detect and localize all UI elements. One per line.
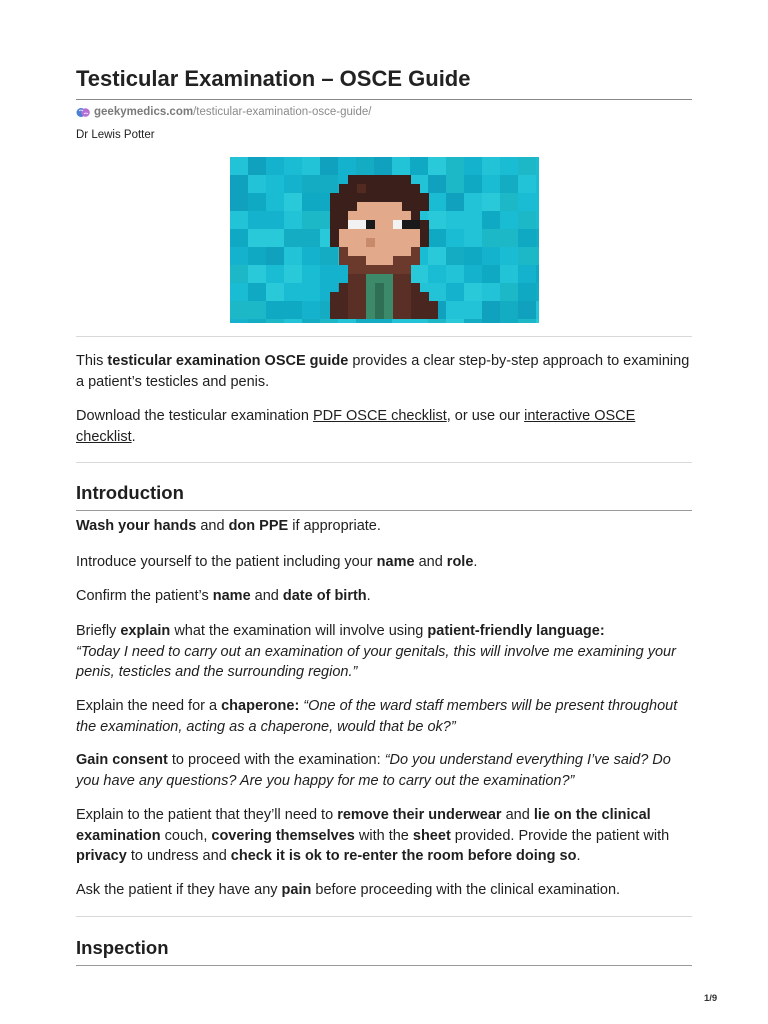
source-domain: geekymedics.com xyxy=(94,106,194,118)
page-title: Testicular Examination – OSCE Guide xyxy=(76,66,471,91)
source-path: /testicular-examination-osce-guide/ xyxy=(193,106,372,118)
introduction-paragraph-1: Wash your hands and don PPE if appropriate. xyxy=(76,518,381,534)
introduction-paragraph-8: Ask the patient if they have any pain before proceeding with the clinical examination. xyxy=(76,882,621,898)
interactive-checklist-link[interactable]: interactive OSCE checklist xyxy=(76,408,636,445)
introduction-paragraph-2: Introduce yourself to the patient including your name and role. xyxy=(76,554,478,570)
introduction-paragraph-3: Confirm the patient’s name and date of birth. xyxy=(76,588,371,604)
pdf-checklist-link[interactable]: PDF OSCE checklist xyxy=(312,408,447,424)
title-divider xyxy=(76,99,692,100)
divider xyxy=(76,916,692,917)
hero-image xyxy=(230,157,539,323)
intro-paragraph-2: Download the testicular examination PDF OSCE checklist, or use our interactive OSCE checklist. xyxy=(76,408,636,445)
divider xyxy=(76,336,692,337)
section-heading-inspection: Inspection xyxy=(76,937,169,958)
section-heading-divider xyxy=(76,510,692,511)
intro-paragraph-1: This testicular examination OSCE guide provides a clear step-by-step approach to examining a patient’s testicles and penis. xyxy=(76,353,690,390)
introduction-paragraph-5: Explain the need for a chaperone: “One of the ward staff members will be present throughout the examination, acting as a chaperone, would that be ok?” xyxy=(76,698,678,735)
page-number: 1/9 xyxy=(704,993,718,1004)
section-heading-introduction: Introduction xyxy=(76,482,184,503)
divider xyxy=(76,462,692,463)
pixel-art-doctor-avatar-icon xyxy=(230,157,539,323)
introduction-paragraph-6: Gain consent to proceed with the examination: “Do you understand everything I’ve said? Do you have any questions? Are you happy for me to carry out the examination?” xyxy=(76,752,671,789)
introduction-paragraph-4: Briefly explain what the examination will involve using patient-friendly language: “Today I need to carry out an examination of your genitals, this will involve me examining your penis, testicles and the surrounding region.” xyxy=(76,623,676,680)
section-heading-divider xyxy=(76,965,692,966)
author-name: Dr Lewis Potter xyxy=(76,129,155,141)
source-url[interactable] xyxy=(76,106,371,118)
introduction-paragraph-7: Explain to the patient that they’ll need to remove their underwear and lie on the clinical examination couch, covering themselves with the sheet provided. Provide the patient with privacy to undress and check it is ok to re-enter the room before doing so. xyxy=(76,807,670,864)
brain-logo-icon xyxy=(76,107,90,118)
